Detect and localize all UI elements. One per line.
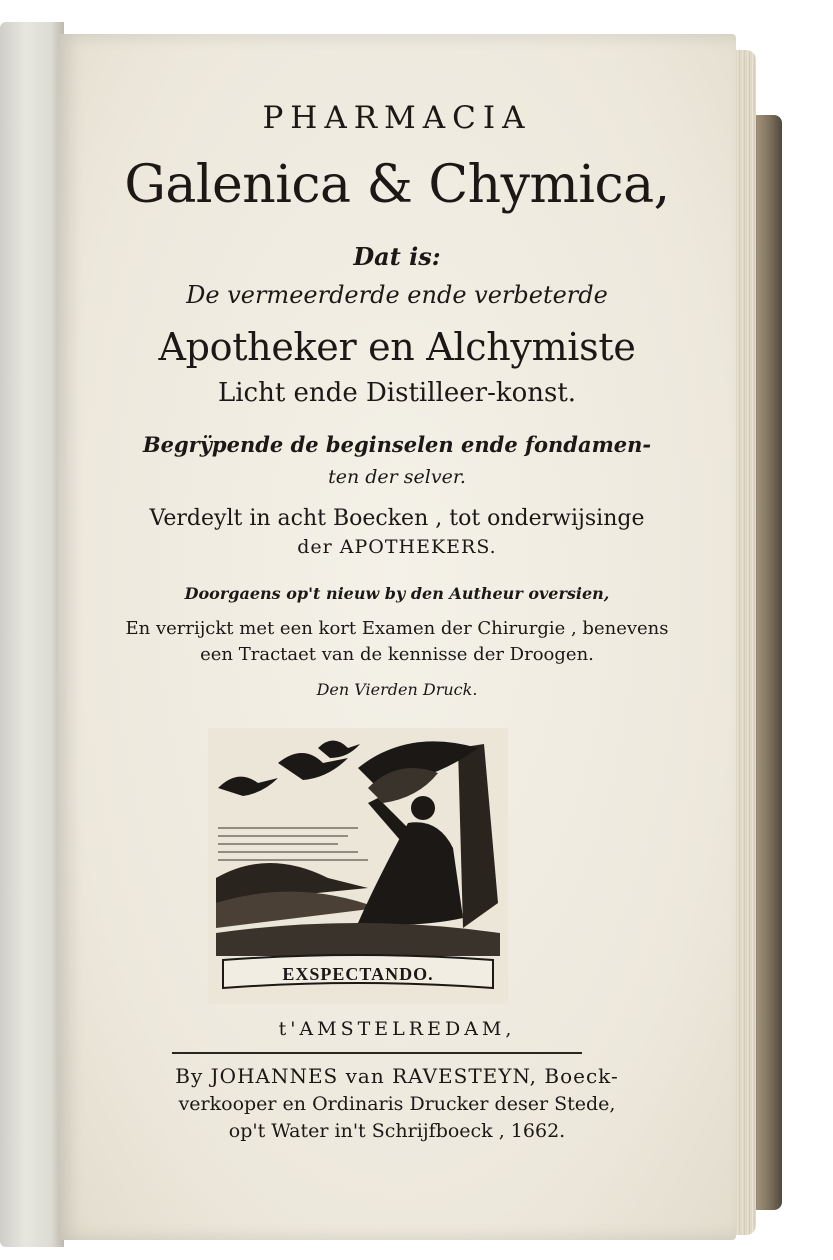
imprint-line-1: By JOHANNES van RAVESTEYN, Boeck- bbox=[175, 1064, 619, 1088]
begrijpende-line: Begrÿpende de beginselen ende fondamen- bbox=[142, 432, 652, 457]
imprint-line-2: verkooper en Ordinaris Drucker deser Stede, bbox=[178, 1093, 616, 1115]
dat-is: Dat is: bbox=[353, 242, 441, 271]
verrijckt-line: En verrijckt met een kort Examen der Chirurgie , benevens bbox=[125, 618, 669, 639]
left-page-edge bbox=[0, 22, 64, 1247]
title-galenica-chymica: Galenica & Chymica, bbox=[124, 155, 670, 215]
subtitle-vermeerderde: De vermeerderde ende verbeterde bbox=[186, 281, 608, 309]
imprint-line-3: op't Water in't Schrijfboeck , 1662. bbox=[228, 1120, 566, 1142]
city-line: t'AMSTELREDAM, bbox=[278, 1018, 516, 1040]
selver-line: ten der selver. bbox=[328, 466, 466, 488]
edition-line: Den Vierden Druck. bbox=[316, 680, 478, 699]
motto-banner bbox=[223, 955, 493, 988]
title-apotheker: Apotheker en Alchymiste bbox=[158, 325, 636, 369]
motto-text: EXSPECTANDO. bbox=[282, 964, 434, 984]
imprint-rule bbox=[172, 1052, 582, 1054]
doorgaens-line: Doorgaens op't nieuw by den Autheur oversien, bbox=[184, 584, 610, 603]
title-licht: Licht ende Distilleer-konst. bbox=[217, 378, 577, 408]
printers-device-woodcut bbox=[208, 728, 508, 1004]
tractaet-line: een Tractaet van de kennisse der Droogen. bbox=[200, 644, 594, 665]
title-pharmacia: PHARMACIA bbox=[262, 100, 532, 136]
apothekers-line: der APOTHEKERS. bbox=[297, 536, 497, 558]
ground-icon bbox=[216, 923, 500, 956]
verdeylt-line: Verdeylt in acht Boecken , tot onderwijsinge bbox=[149, 506, 645, 531]
